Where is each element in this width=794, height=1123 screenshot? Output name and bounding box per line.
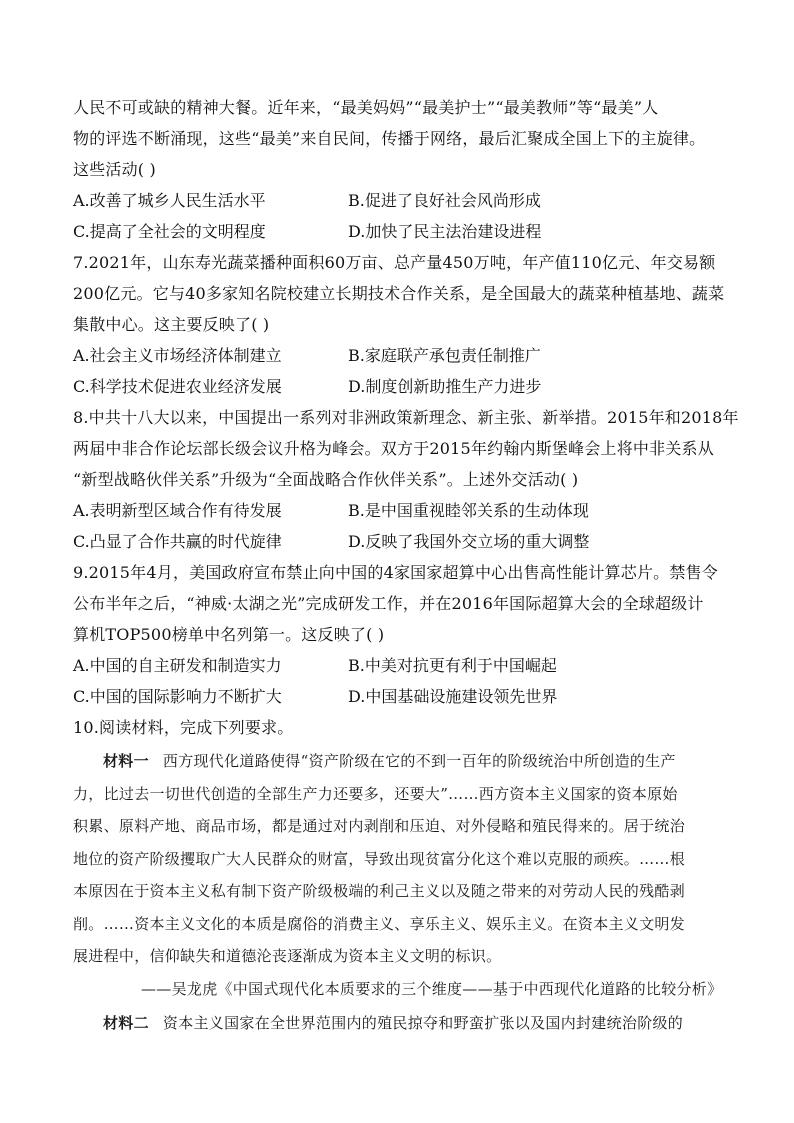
q8-stem: “新型战略伙伴关系”升级为“全面战略合作伙伴关系”。上述外交活动( ) <box>73 470 579 489</box>
material-line: 地位的资产阶级攫取广大人民群众的财富，导致出现贫富分化这个难以克服的顽疾。……根 <box>73 849 686 868</box>
material-line: 力，比过去一切世代创造的全部生产力还要多，还要大”……西方资本主义国家的资本原始 <box>73 784 678 803</box>
option-c: C.凸显了合作共赢的时代旋律 <box>73 532 282 551</box>
option-a: A.社会主义市场经济体制建立 <box>73 346 282 365</box>
material-two <box>73 1007 723 1040</box>
option-a: A.表明新型区域合作有待发展 <box>73 501 282 520</box>
q9-options-row <box>73 650 723 681</box>
option-d: D.中国基础设施建设领先世界 <box>348 687 558 706</box>
q9-line: 公布半年之后，“神威·太湖之光”完成研发工作，并在2016年国际超算大会的全球超级计 <box>73 594 704 613</box>
q6-line: 物的评选不断涌现，这些“最美”来自民间，传播于网络，最后汇聚成全国上下的主旋律。 <box>73 129 706 148</box>
question-6 <box>73 92 723 247</box>
option-b: B.家庭联产承包责任制推广 <box>348 346 541 365</box>
q7-line: 7.2021年，山东寿光蔬菜播种面积60万亩、总产量450万吨，年产值110亿元、年交易额 <box>73 253 716 272</box>
question-7 <box>73 247 723 402</box>
q6-options-row <box>73 185 723 216</box>
question-10 <box>73 712 723 1040</box>
material-one <box>73 745 723 1005</box>
q7-options-row <box>73 371 723 402</box>
question-8 <box>73 402 739 557</box>
option-c: C.提高了全社会的文明程度 <box>73 222 266 241</box>
option-b: B.是中国重视睦邻关系的生动体现 <box>348 501 589 520</box>
material-one-label: 材料一 <box>103 752 149 770</box>
q9-stem: 算机TOP500榜单中名列第一。这反映了( ) <box>73 625 385 644</box>
material-line: 展进程中，信仰缺失和道德沦丧逐渐成为资本主义文明的标识。 <box>73 947 502 965</box>
q9-options-row <box>73 681 723 712</box>
q8-options-row <box>73 526 723 557</box>
option-b: B.促进了良好社会风尚形成 <box>348 191 541 210</box>
q7-stem: 集散中心。这主要反映了( ) <box>73 315 270 334</box>
option-d: D.制度创新助推生产力进步 <box>348 377 542 396</box>
material-line <box>73 1007 723 1040</box>
exam-content <box>73 92 739 1040</box>
material-line: 积累、原料产地、商品市场，都是通过对内剥削和压迫、对外侵略和殖民得来的。居于统治 <box>73 817 686 835</box>
q7-options-row <box>73 340 723 371</box>
q8-options-row <box>73 495 723 526</box>
q8-line: 8.中共十八大以来，中国提出一系列对非洲政策新理念、新主张、新举措。2015年和2018年 <box>73 408 739 427</box>
q7-line: 200亿元。它与40多家知名院校建立长期技术合作关系，是全国最大的蔬菜种植基地、蔬菜 <box>73 284 725 303</box>
option-d: D.加快了民主法治建设进程 <box>348 222 542 241</box>
material-line <box>73 745 723 778</box>
option-c: C.中国的国际影响力不断扩大 <box>73 687 282 706</box>
option-c: C.科学技术促进农业经济发展 <box>73 377 282 396</box>
option-d: D.反映了我国外交立场的重大调整 <box>348 532 590 551</box>
material-line: 削。……资本主义文化的本质是腐俗的消费主义、享乐主义、娱乐主义。在资本主义文明发 <box>73 914 686 933</box>
q6-line: 人民不可或缺的精神大餐。近年来，“最美妈妈”“最美护士”“最美教师”等“最美”人 <box>73 98 659 117</box>
q6-options-row <box>73 216 723 247</box>
material-line: 本原因在于资本主义私有制下资产阶级极端的利己主义以及随之带来的对劳动人民的残酷剥 <box>73 882 686 900</box>
q6-stem: 这些活动( ) <box>73 160 156 179</box>
option-b: B.中美对抗更有利于中国崛起 <box>348 656 557 675</box>
question-9 <box>73 557 723 712</box>
option-a: A.改善了城乡人民生活水平 <box>73 191 266 210</box>
material-two-label: 材料二 <box>103 1014 149 1032</box>
q10-title: 10.阅读材料，完成下列要求。 <box>73 718 294 737</box>
material-source: ——吴龙虎《中国式现代化本质要求的三个维度——基于中西现代化道路的比较分析》 <box>141 979 723 998</box>
option-a: A.中国的自主研发和制造实力 <box>73 656 282 675</box>
material-text: 资本主义国家在全世界范围内的殖民掠夺和野蛮扩张以及国内封建统治阶级的 <box>162 1014 684 1032</box>
material-text: 西方现代化道路使得“资产阶级在它的不到一百年的阶级统治中所创造的生产 <box>162 752 676 770</box>
q9-line: 9.2015年4月，美国政府宣布禁止向中国的4家国家超算中心出售高性能计算芯片。禁售令 <box>73 563 718 582</box>
q8-line: 两届中非合作论坛部长级会议升格为峰会。双方于2015年约翰内斯堡峰会上将中非关系从 <box>73 439 714 458</box>
